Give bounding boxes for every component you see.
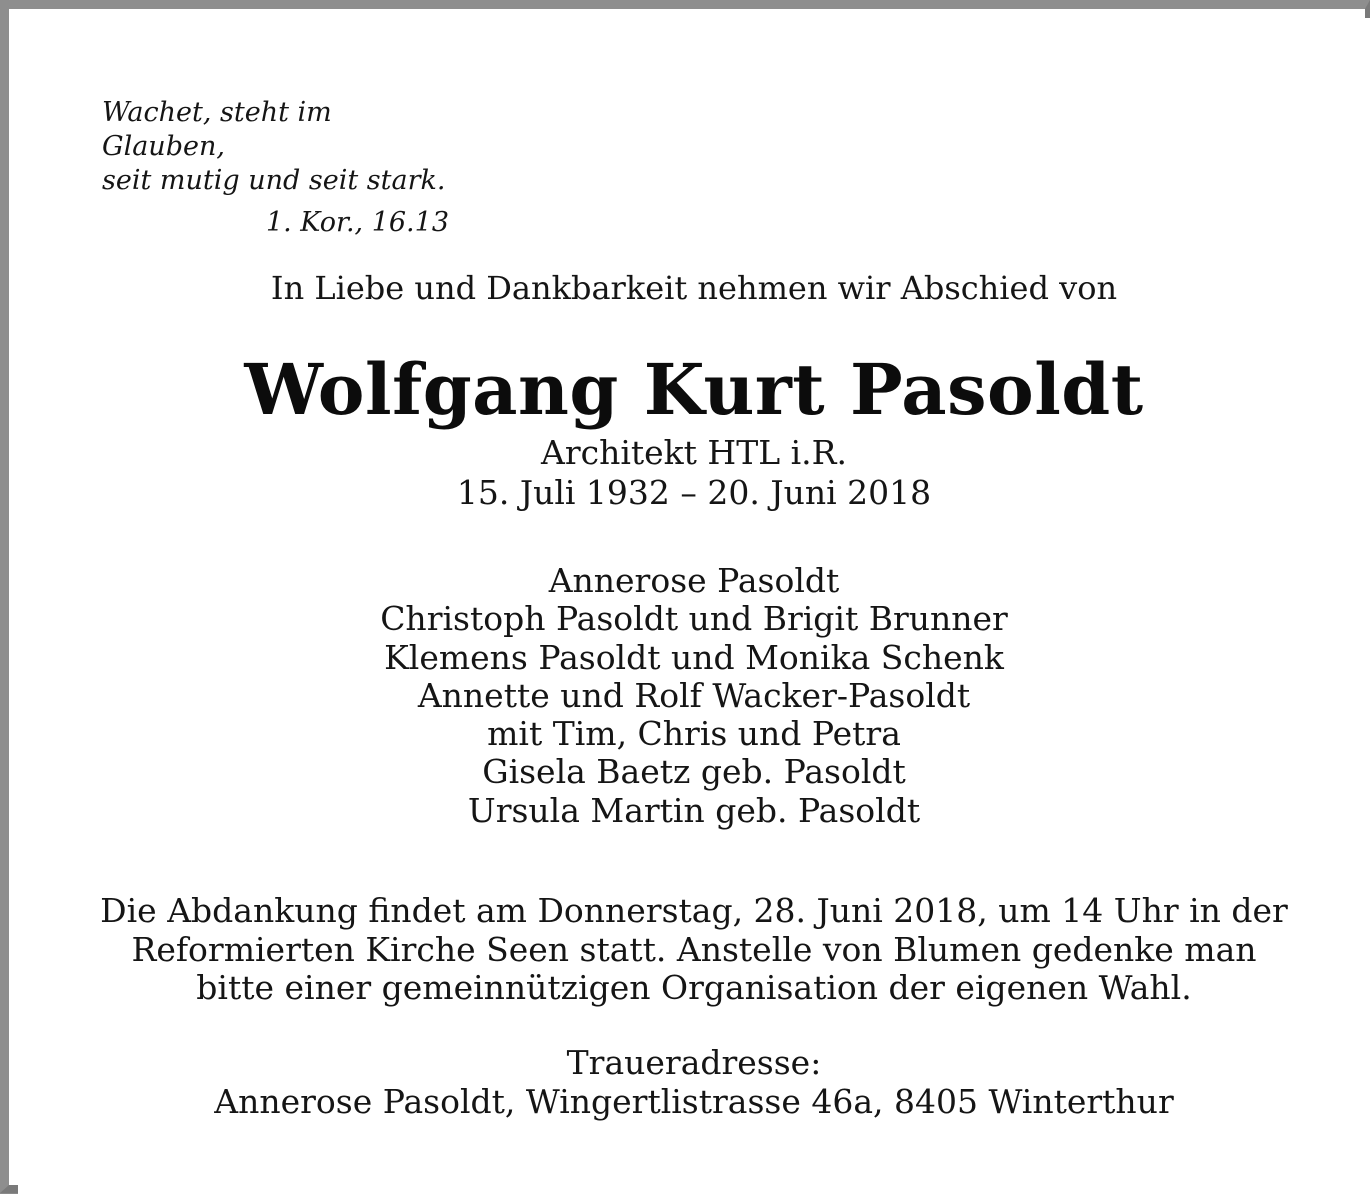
family-member: mit Tim, Chris und Petra	[487, 714, 901, 754]
mourning-address	[18, 1044, 1370, 1121]
deceased-name: Wolfgang Kurt Pasoldt	[244, 348, 1144, 431]
family-member: Klemens Pasoldt und Monika Schenk	[384, 637, 1004, 677]
intro-text: In Liebe und Dankbarkeit nehmen wir Abschied von	[270, 269, 1118, 307]
verse-reference: 1. Kor., 16.13	[265, 207, 449, 238]
deceased-title: Architekt HTL i.R.	[540, 433, 847, 472]
family-member: Annerose Pasoldt	[548, 561, 840, 600]
service-line-3: bitte einer gemeinnützigen Organisation der eigenen Wahl.	[196, 968, 1192, 1007]
address-value: Annerose Pasoldt, Wingertlistrasse 46a, 8405 Winterthur	[214, 1081, 1174, 1121]
bible-verse	[102, 96, 462, 240]
family-member: Ursula Martin geb. Pasoldt	[467, 790, 921, 830]
family-member: Christoph Pasoldt und Brigit Brunner	[380, 599, 1008, 639]
deceased-dates: 15. Juli 1932 – 20. Juni 2018	[456, 473, 932, 512]
verse-line-1: Wachet, steht im Glauben,	[102, 97, 332, 162]
obituary-page	[18, 18, 1370, 1194]
service-line-1: Die Abdankung findet am Donnerstag, 28. Juni 2018, um 14 Uhr in der	[100, 891, 1288, 930]
service-notice	[18, 892, 1370, 1008]
address-label: Traueradresse:	[566, 1043, 822, 1082]
verse-line-2: seit mutig und seit stark.	[102, 165, 446, 196]
family-member: Annette und Rolf Wacker-Pasoldt	[417, 675, 971, 715]
service-line-2: Reformierten Kirche Seen statt. Anstelle von Blumen gedenke man	[131, 929, 1257, 969]
family-member: Gisela Baetz geb. Pasoldt	[482, 752, 906, 792]
family-list	[18, 562, 1370, 830]
